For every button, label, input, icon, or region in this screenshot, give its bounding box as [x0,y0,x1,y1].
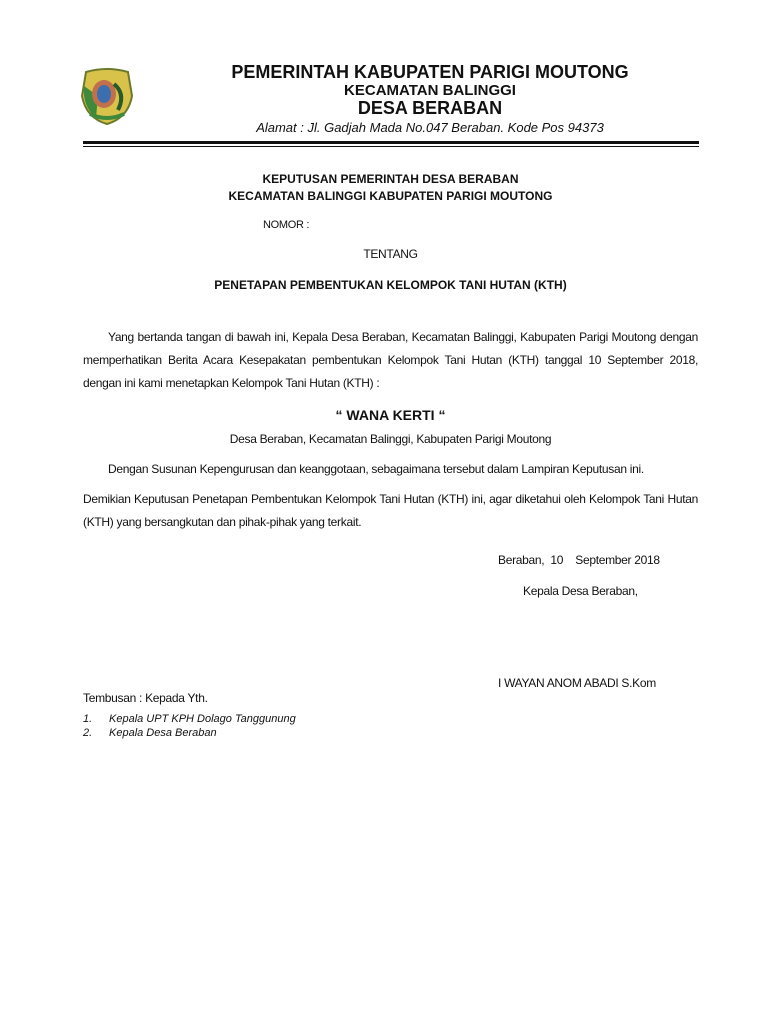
tentang-label: TENTANG [363,247,418,261]
list-number: 2. [83,727,93,739]
signatory-position: Kepala Desa Beraban, [523,584,638,598]
signatory-name: I WAYAN ANOM ABADI S.Kom [498,676,656,690]
decree-number: NOMOR : [263,219,310,231]
letterhead-district: KECAMATAN BALINGGI [344,82,516,99]
letterhead-village: DESA BERABAN [357,98,503,118]
opening-paragraph: Yang bertanda tangan di bawah ini, Kepala Desa Beraban, Kecamatan Balinggi, Kabupaten Parigi Moutong dengan memperhatikan Berita Acara Kesepakatan pembentukan Kelompok Tani Hutan (KTH) tanggal 10 September 2018, dengan ini kami menetapkan Kelompok Tani Hutan (KTH) : [83,330,698,390]
list-text: Kepala UPT KPH Dolago Tanggunung [109,713,296,725]
letterhead-regency: PEMERINTAH KABUPATEN PARIGI MOUTONG [231,62,629,82]
header-rule-thick [83,141,699,144]
decree-title-1: KEPUTUSAN PEMERINTAH DESA BERABAN [262,172,519,186]
closing-paragraph: Demikian Keputusan Penetapan Pembentukan Kelompok Tani Hutan (KTH) ini, agar diketahui oleh Kelompok Tani Hutan (KTH) yang bersangkutan dan pihak-pihak yang terkait. [83,492,698,529]
list-text: Kepala Desa Beraban [109,727,217,739]
decree-subject: PENETAPAN PEMBENTUKAN KELOMPOK TANI HUTAN (KTH) [214,278,567,292]
list-item [83,713,296,727]
tembusan-list [83,713,296,741]
structure-paragraph: Dengan Susunan Kepengurusan dan keanggotaan, sebagaimana tersebut dalam Lampiran Keputusan ini. [108,462,644,476]
group-name: “ WANA KERTI “ [335,407,446,423]
letterhead-address: Alamat : Jl. Gadjah Mada No.047 Beraban. Kode Pos 94373 [256,120,604,135]
list-item [83,727,296,741]
regency-emblem-logo [78,66,136,126]
tembusan-label: Tembusan : Kepada Yth. [83,691,208,705]
list-number: 1. [83,713,93,725]
place-date: Beraban, 10 September 2018 [498,553,660,567]
decree-title-2: KECAMATAN BALINGGI KABUPATEN PARIGI MOUTONG [228,189,553,203]
header-rule-thin [83,146,699,147]
group-location: Desa Beraban, Kecamatan Balinggi, Kabupaten Parigi Moutong [229,432,552,446]
